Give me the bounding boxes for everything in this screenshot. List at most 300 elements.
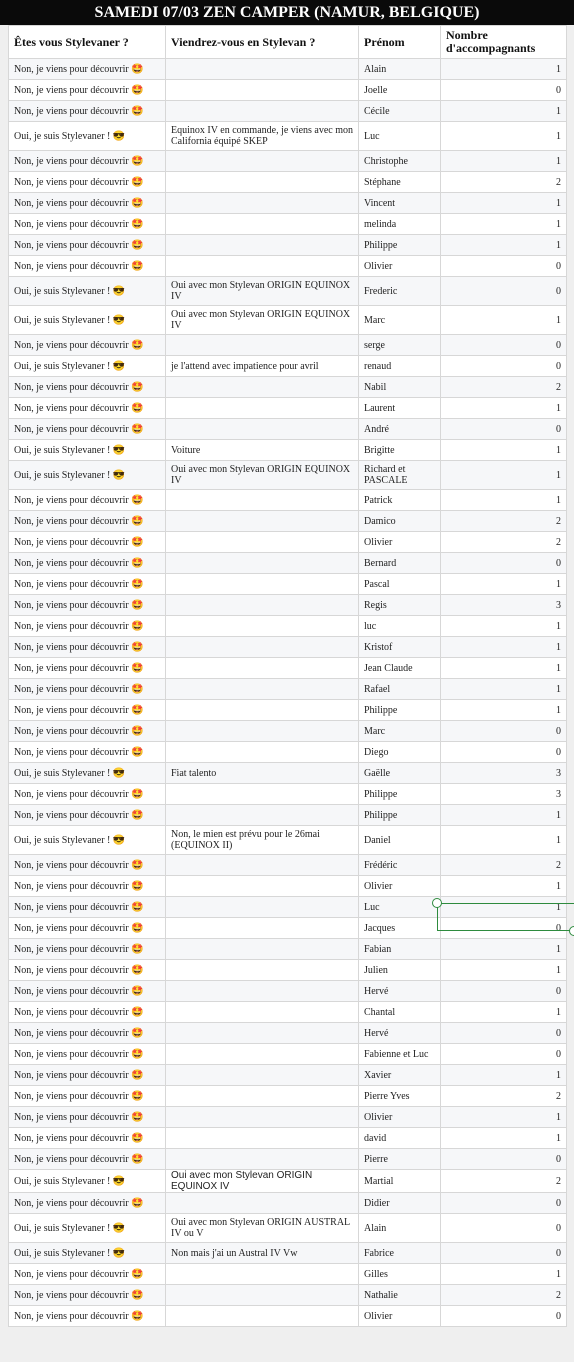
cell-first-name[interactable]: Pierre Yves	[359, 1086, 441, 1107]
star-eyes-emoji-icon: 🤩	[131, 880, 144, 892]
cell-first-name[interactable]: Cécile	[359, 101, 441, 122]
cell-stylevaner[interactable]	[9, 101, 166, 122]
cell-vehicle[interactable]	[166, 511, 359, 532]
stylevaner-answer: Non, je viens pour découvrir	[14, 901, 129, 913]
cell-stylevaner[interactable]	[9, 1044, 166, 1065]
cell-vehicle[interactable]	[166, 742, 359, 763]
cell-vehicle[interactable]	[166, 335, 359, 356]
cell-vehicle[interactable]	[166, 101, 359, 122]
cell-vehicle[interactable]	[166, 377, 359, 398]
cell-companions[interactable]: 1	[441, 235, 567, 256]
cell-vehicle[interactable]: Oui avec mon Stylevan ORIGIN EQUINOX IV	[166, 277, 359, 306]
cell-companions[interactable]: 1	[441, 805, 567, 826]
header-companions[interactable]: Nombre d'accompagnants	[441, 26, 567, 59]
cell-vehicle[interactable]	[166, 679, 359, 700]
star-eyes-emoji-icon: 🤩	[131, 704, 144, 716]
cell-first-name[interactable]: Alain	[359, 59, 441, 80]
cell-stylevaner[interactable]	[9, 679, 166, 700]
cell-first-name[interactable]: Stéphane	[359, 172, 441, 193]
cell-stylevaner[interactable]	[9, 172, 166, 193]
cell-companions[interactable]: 0	[441, 1243, 567, 1264]
stylevaner-answer: Non, je viens pour découvrir	[14, 218, 129, 230]
cell-companions[interactable]: 1	[441, 306, 567, 335]
cell-first-name[interactable]: Bernard	[359, 553, 441, 574]
cell-companions[interactable]: 1	[441, 876, 567, 897]
cell-first-name[interactable]: Philippe	[359, 235, 441, 256]
cell-companions[interactable]: 1	[441, 574, 567, 595]
cell-stylevaner[interactable]	[9, 960, 166, 981]
cell-first-name[interactable]: André	[359, 419, 441, 440]
cell-vehicle[interactable]	[166, 897, 359, 918]
cell-stylevaner[interactable]	[9, 1306, 166, 1327]
header-come-with-stylevan[interactable]: Viendrez-vous en Stylevan ?	[166, 26, 359, 59]
cell-stylevaner[interactable]	[9, 461, 166, 490]
table-row	[9, 377, 567, 398]
cell-vehicle[interactable]	[166, 637, 359, 658]
stylevaner-answer: Oui, je suis Stylevaner !	[14, 1247, 111, 1259]
table-row	[9, 1306, 567, 1327]
stylevaner-answer: Non, je viens pour découvrir	[14, 239, 129, 251]
cell-vehicle[interactable]	[166, 721, 359, 742]
table-row	[9, 679, 567, 700]
cell-companions[interactable]: 1	[441, 960, 567, 981]
table-row	[9, 658, 567, 679]
cell-selection-outline[interactable]	[437, 903, 574, 931]
cell-stylevaner[interactable]	[9, 897, 166, 918]
cell-companions[interactable]: 2	[441, 511, 567, 532]
stylevaner-answer: Non, je viens pour découvrir	[14, 1310, 129, 1322]
cell-first-name[interactable]: serge	[359, 335, 441, 356]
cell-vehicle[interactable]	[166, 172, 359, 193]
header-row	[9, 26, 567, 59]
cell-first-name[interactable]: Jean Claude	[359, 658, 441, 679]
cell-first-name[interactable]: Frederic	[359, 277, 441, 306]
cell-first-name[interactable]: Philippe	[359, 784, 441, 805]
cell-companions[interactable]: 0	[441, 1193, 567, 1214]
cell-stylevaner[interactable]	[9, 553, 166, 574]
cell-companions[interactable]: 1	[441, 151, 567, 172]
cell-stylevaner[interactable]	[9, 490, 166, 511]
cell-first-name[interactable]: Nabil	[359, 377, 441, 398]
cell-stylevaner[interactable]	[9, 637, 166, 658]
cell-first-name[interactable]: Pascal	[359, 574, 441, 595]
cell-companions[interactable]: 1	[441, 939, 567, 960]
cell-first-name[interactable]: Didier	[359, 1193, 441, 1214]
cell-first-name[interactable]: Patrick	[359, 490, 441, 511]
cell-first-name[interactable]: Chantal	[359, 1002, 441, 1023]
star-eyes-emoji-icon: 🤩	[131, 1310, 144, 1322]
cell-companions[interactable]: 1	[441, 658, 567, 679]
cell-companions[interactable]: 2	[441, 377, 567, 398]
cell-vehicle[interactable]	[166, 918, 359, 939]
cell-companions[interactable]: 1	[441, 122, 567, 151]
cell-companions[interactable]: 1	[441, 637, 567, 658]
cell-stylevaner[interactable]	[9, 918, 166, 939]
cell-stylevaner[interactable]	[9, 335, 166, 356]
stylevaner-answer: Non, je viens pour découvrir	[14, 1268, 129, 1280]
cell-stylevaner[interactable]	[9, 59, 166, 80]
table-row	[9, 1107, 567, 1128]
cell-stylevaner[interactable]	[9, 1193, 166, 1214]
cell-first-name[interactable]: Olivier	[359, 1107, 441, 1128]
star-eyes-emoji-icon: 🤩	[131, 1027, 144, 1039]
cell-stylevaner[interactable]	[9, 1086, 166, 1107]
cell-first-name[interactable]: luc	[359, 616, 441, 637]
cell-companions[interactable]: 0	[441, 335, 567, 356]
cell-stylevaner[interactable]	[9, 377, 166, 398]
cell-vehicle[interactable]	[166, 960, 359, 981]
cell-stylevaner[interactable]	[9, 1285, 166, 1306]
cell-stylevaner[interactable]	[9, 122, 166, 151]
cell-vehicle[interactable]	[166, 574, 359, 595]
cell-companions[interactable]: 3	[441, 595, 567, 616]
cell-first-name[interactable]: Luc	[359, 897, 441, 918]
cell-first-name[interactable]: Damico	[359, 511, 441, 532]
cell-stylevaner[interactable]	[9, 1170, 166, 1193]
attendees-table	[8, 25, 567, 1327]
cell-vehicle[interactable]	[166, 151, 359, 172]
cell-vehicle[interactable]	[166, 1086, 359, 1107]
cell-vehicle[interactable]	[166, 805, 359, 826]
cell-companions[interactable]: 2	[441, 1285, 567, 1306]
cell-vehicle[interactable]	[166, 1002, 359, 1023]
cell-vehicle[interactable]	[166, 1107, 359, 1128]
cell-first-name[interactable]: Luc	[359, 122, 441, 151]
cell-stylevaner[interactable]	[9, 1023, 166, 1044]
cell-vehicle[interactable]	[166, 59, 359, 80]
cell-stylevaner[interactable]	[9, 981, 166, 1002]
cell-first-name[interactable]: Diego	[359, 742, 441, 763]
cell-stylevaner[interactable]	[9, 256, 166, 277]
cell-first-name[interactable]: Nathalie	[359, 1285, 441, 1306]
cell-vehicle[interactable]	[166, 981, 359, 1002]
cell-stylevaner[interactable]	[9, 595, 166, 616]
cell-companions[interactable]: 0	[441, 356, 567, 377]
stylevaner-answer: Non, je viens pour découvrir	[14, 63, 129, 75]
cell-companions[interactable]: 2	[441, 855, 567, 876]
cell-vehicle[interactable]	[166, 256, 359, 277]
cell-stylevaner[interactable]	[9, 151, 166, 172]
cell-companions[interactable]: 0	[441, 277, 567, 306]
cell-first-name[interactable]: Philippe	[359, 805, 441, 826]
cell-first-name[interactable]: Gaëlle	[359, 763, 441, 784]
cell-stylevaner[interactable]	[9, 419, 166, 440]
cell-first-name[interactable]: Brigitte	[359, 440, 441, 461]
cell-companions[interactable]: 3	[441, 763, 567, 784]
cell-vehicle[interactable]: Voiture	[166, 440, 359, 461]
cell-first-name[interactable]: Pierre	[359, 1149, 441, 1170]
star-eyes-emoji-icon: 🤩	[131, 641, 144, 653]
star-eyes-emoji-icon: 🤩	[131, 197, 144, 209]
cell-stylevaner[interactable]	[9, 214, 166, 235]
cell-vehicle[interactable]	[166, 939, 359, 960]
stylevaner-answer: Non, je viens pour découvrir	[14, 1111, 129, 1123]
star-eyes-emoji-icon: 🤩	[131, 260, 144, 272]
cell-stylevaner[interactable]	[9, 1149, 166, 1170]
cell-stylevaner[interactable]	[9, 306, 166, 335]
cell-companions[interactable]: 1	[441, 1128, 567, 1149]
stylevaner-answer: Non, je viens pour découvrir	[14, 557, 129, 569]
table-row	[9, 637, 567, 658]
cell-vehicle[interactable]	[166, 1128, 359, 1149]
cell-first-name[interactable]: Laurent	[359, 398, 441, 419]
table-row	[9, 461, 567, 490]
cell-stylevaner[interactable]	[9, 876, 166, 897]
cell-stylevaner[interactable]	[9, 700, 166, 721]
cell-companions[interactable]: 0	[441, 981, 567, 1002]
stylevaner-answer: Non, je viens pour découvrir	[14, 683, 129, 695]
cell-first-name[interactable]: Christophe	[359, 151, 441, 172]
table-row	[9, 59, 567, 80]
stylevaner-answer: Oui, je suis Stylevaner !	[14, 1222, 111, 1234]
cell-vehicle[interactable]	[166, 784, 359, 805]
cell-first-name[interactable]: melinda	[359, 214, 441, 235]
header-stylevaner[interactable]: Êtes vous Stylevaner ?	[9, 26, 166, 59]
cell-companions[interactable]: 1	[441, 490, 567, 511]
cell-first-name[interactable]: Philippe	[359, 700, 441, 721]
cell-first-name[interactable]: Regis	[359, 595, 441, 616]
cell-first-name[interactable]: Marc	[359, 721, 441, 742]
cell-stylevaner[interactable]	[9, 763, 166, 784]
stylevaner-answer: Non, je viens pour découvrir	[14, 704, 129, 716]
cell-first-name[interactable]: david	[359, 1128, 441, 1149]
cell-first-name[interactable]: Joelle	[359, 80, 441, 101]
stylevaner-answer: Oui, je suis Stylevaner !	[14, 285, 111, 297]
cell-vehicle[interactable]: Oui avec mon Stylevan ORIGIN EQUINOX IV	[166, 306, 359, 335]
cell-vehicle[interactable]	[166, 490, 359, 511]
cell-stylevaner[interactable]	[9, 1214, 166, 1243]
cell-vehicle[interactable]: Non, le mien est prévu pour le 26mai (EQUINOX II)	[166, 826, 359, 855]
header-first-name[interactable]: Prénom	[359, 26, 441, 59]
stylevaner-answer: Oui, je suis Stylevaner !	[14, 767, 111, 779]
cell-stylevaner[interactable]	[9, 574, 166, 595]
cell-first-name[interactable]: Hervé	[359, 981, 441, 1002]
cell-vehicle[interactable]	[166, 1023, 359, 1044]
cell-vehicle[interactable]	[166, 1285, 359, 1306]
cell-stylevaner[interactable]	[9, 235, 166, 256]
stylevaner-answer: Non, je viens pour découvrir	[14, 176, 129, 188]
cell-companions[interactable]: 2	[441, 1170, 567, 1193]
stylevaner-answer: Non, je viens pour découvrir	[14, 943, 129, 955]
cell-first-name[interactable]: renaud	[359, 356, 441, 377]
cell-vehicle[interactable]	[166, 595, 359, 616]
star-eyes-emoji-icon: 🤩	[131, 105, 144, 117]
cell-first-name[interactable]: Alain	[359, 1214, 441, 1243]
star-eyes-emoji-icon: 🤩	[131, 1048, 144, 1060]
table-row	[9, 1023, 567, 1044]
stylevaner-answer: Non, je viens pour découvrir	[14, 880, 129, 892]
cell-companions[interactable]: 2	[441, 172, 567, 193]
cell-stylevaner[interactable]	[9, 1264, 166, 1285]
cell-stylevaner[interactable]	[9, 826, 166, 855]
cell-stylevaner[interactable]	[9, 939, 166, 960]
cell-stylevaner[interactable]	[9, 805, 166, 826]
star-eyes-emoji-icon: 🤩	[131, 964, 144, 976]
table-row	[9, 306, 567, 335]
table-row	[9, 742, 567, 763]
cell-stylevaner[interactable]	[9, 742, 166, 763]
star-eyes-emoji-icon: 🤩	[131, 155, 144, 167]
table-row	[9, 1128, 567, 1149]
cell-first-name[interactable]: Martial	[359, 1170, 441, 1193]
cell-first-name[interactable]: Olivier	[359, 256, 441, 277]
cell-vehicle[interactable]: Equinox IV en commande, je viens avec mon California équipé SKEP	[166, 122, 359, 151]
cell-companions[interactable]: 1	[441, 59, 567, 80]
cell-first-name[interactable]: Marc	[359, 306, 441, 335]
cell-companions[interactable]: 0	[441, 918, 567, 939]
cell-first-name[interactable]: Fabienne et Luc	[359, 1044, 441, 1065]
cell-companions[interactable]: 1	[441, 1264, 567, 1285]
cell-companions[interactable]: 0	[441, 1023, 567, 1044]
table-row	[9, 277, 567, 306]
cell-stylevaner[interactable]	[9, 440, 166, 461]
cell-first-name[interactable]: Olivier	[359, 532, 441, 553]
cell-companions[interactable]: 1	[441, 1002, 567, 1023]
cell-vehicle[interactable]	[166, 616, 359, 637]
cell-vehicle[interactable]	[166, 1065, 359, 1086]
cell-first-name[interactable]: Hervé	[359, 1023, 441, 1044]
cell-companions[interactable]: 1	[441, 214, 567, 235]
cell-companions[interactable]: 1	[441, 398, 567, 419]
cell-stylevaner[interactable]	[9, 277, 166, 306]
star-eyes-emoji-icon: 🤩	[131, 1069, 144, 1081]
stylevaner-answer: Non, je viens pour découvrir	[14, 105, 129, 117]
cell-companions[interactable]: 1	[441, 461, 567, 490]
cell-vehicle[interactable]	[166, 1149, 359, 1170]
cell-vehicle[interactable]: Non mais j'ai un Austral IV Vw	[166, 1243, 359, 1264]
cell-stylevaner[interactable]	[9, 855, 166, 876]
table-row	[9, 214, 567, 235]
cell-companions[interactable]: 2	[441, 532, 567, 553]
cell-companions[interactable]: 0	[441, 553, 567, 574]
cell-companions[interactable]: 3	[441, 784, 567, 805]
cell-companions[interactable]: 1	[441, 616, 567, 637]
cell-vehicle[interactable]	[166, 80, 359, 101]
cell-stylevaner[interactable]	[9, 1107, 166, 1128]
cell-vehicle[interactable]	[166, 398, 359, 419]
cell-first-name[interactable]: Frédéric	[359, 855, 441, 876]
cell-stylevaner[interactable]	[9, 80, 166, 101]
cell-stylevaner[interactable]	[9, 616, 166, 637]
cell-companions[interactable]: 1	[441, 1065, 567, 1086]
cell-companions[interactable]: 0	[441, 1306, 567, 1327]
cell-first-name[interactable]: Xavier	[359, 1065, 441, 1086]
cell-stylevaner[interactable]	[9, 1002, 166, 1023]
cell-vehicle[interactable]: Oui avec mon Stylevan ORIGIN EQUINOX IV	[166, 461, 359, 490]
cell-vehicle[interactable]	[166, 419, 359, 440]
selection-handle-top[interactable]	[432, 898, 442, 908]
cell-companions[interactable]: 0	[441, 419, 567, 440]
stylevaner-answer: Non, je viens pour découvrir	[14, 197, 129, 209]
cell-companions[interactable]: 0	[441, 1214, 567, 1243]
stylevaner-answer: Non, je viens pour découvrir	[14, 260, 129, 272]
cell-vehicle[interactable]: Oui avec mon Stylevan ORIGIN EQUINOX IV	[166, 1170, 359, 1193]
cell-stylevaner[interactable]	[9, 532, 166, 553]
cell-vehicle[interactable]	[166, 1044, 359, 1065]
cell-first-name[interactable]: Daniel	[359, 826, 441, 855]
cell-vehicle[interactable]	[166, 658, 359, 679]
cell-companions[interactable]: 0	[441, 80, 567, 101]
cell-first-name[interactable]: Gilles	[359, 1264, 441, 1285]
cell-companions[interactable]: 1	[441, 440, 567, 461]
stylevaner-answer: Non, je viens pour découvrir	[14, 155, 129, 167]
cell-stylevaner[interactable]	[9, 721, 166, 742]
table-row	[9, 511, 567, 532]
cell-vehicle[interactable]	[166, 214, 359, 235]
cell-companions[interactable]: 1	[441, 1107, 567, 1128]
cell-first-name[interactable]: Jacques	[359, 918, 441, 939]
cell-stylevaner[interactable]	[9, 1128, 166, 1149]
cell-first-name[interactable]: Fabian	[359, 939, 441, 960]
cell-vehicle[interactable]	[166, 1306, 359, 1327]
selection-handle-bottom[interactable]	[569, 926, 574, 936]
stylevaner-answer: Non, je viens pour découvrir	[14, 599, 129, 611]
cell-companions[interactable]: 0	[441, 1149, 567, 1170]
stylevaner-answer: Non, je viens pour découvrir	[14, 662, 129, 674]
cell-companions[interactable]: 0	[441, 742, 567, 763]
cell-first-name[interactable]: Richard et PASCALE	[359, 461, 441, 490]
cell-companions[interactable]: 1	[441, 700, 567, 721]
cell-companions[interactable]: 0	[441, 721, 567, 742]
cell-vehicle[interactable]	[166, 1264, 359, 1285]
table-row	[9, 939, 567, 960]
cell-companions[interactable]: 1	[441, 897, 567, 918]
cell-vehicle[interactable]: Fiat talento	[166, 763, 359, 784]
cell-companions[interactable]: 2	[441, 1086, 567, 1107]
stylevaner-answer: Non, je viens pour découvrir	[14, 1048, 129, 1060]
cell-first-name[interactable]: Olivier	[359, 876, 441, 897]
stylevaner-answer: Non, je viens pour découvrir	[14, 725, 129, 737]
cell-companions[interactable]: 1	[441, 193, 567, 214]
cell-vehicle[interactable]	[166, 1193, 359, 1214]
cell-first-name[interactable]: Vincent	[359, 193, 441, 214]
cell-vehicle[interactable]: Oui avec mon Stylevan ORIGIN AUSTRAL IV ou V	[166, 1214, 359, 1243]
cell-companions[interactable]: 0	[441, 256, 567, 277]
cell-vehicle[interactable]	[166, 700, 359, 721]
cell-companions[interactable]: 1	[441, 826, 567, 855]
cell-first-name[interactable]: Fabrice	[359, 1243, 441, 1264]
stylevaner-answer: Non, je viens pour découvrir	[14, 985, 129, 997]
cell-first-name[interactable]: Rafael	[359, 679, 441, 700]
cell-stylevaner[interactable]	[9, 511, 166, 532]
cell-first-name[interactable]: Kristof	[359, 637, 441, 658]
cell-vehicle[interactable]	[166, 235, 359, 256]
cell-stylevaner[interactable]	[9, 1243, 166, 1264]
cell-vehicle[interactable]	[166, 193, 359, 214]
cell-vehicle[interactable]: je l'attend avec impatience pour avril	[166, 356, 359, 377]
stylevaner-answer: Non, je viens pour découvrir	[14, 1132, 129, 1144]
star-eyes-emoji-icon: 🤩	[131, 1289, 144, 1301]
cell-stylevaner[interactable]	[9, 658, 166, 679]
cell-vehicle[interactable]	[166, 855, 359, 876]
cell-vehicle[interactable]	[166, 876, 359, 897]
cell-stylevaner[interactable]	[9, 193, 166, 214]
cell-vehicle[interactable]	[166, 553, 359, 574]
table-row	[9, 805, 567, 826]
cell-first-name[interactable]: Olivier	[359, 1306, 441, 1327]
cell-companions[interactable]: 1	[441, 679, 567, 700]
cell-stylevaner[interactable]	[9, 784, 166, 805]
sunglasses-emoji-icon: 😎	[112, 1175, 126, 1187]
cell-first-name[interactable]: Julien	[359, 960, 441, 981]
star-eyes-emoji-icon: 🤩	[131, 239, 144, 251]
cell-companions[interactable]: 1	[441, 101, 567, 122]
cell-stylevaner[interactable]	[9, 1065, 166, 1086]
cell-stylevaner[interactable]	[9, 356, 166, 377]
cell-companions[interactable]: 0	[441, 1044, 567, 1065]
cell-stylevaner[interactable]	[9, 398, 166, 419]
cell-vehicle[interactable]	[166, 532, 359, 553]
